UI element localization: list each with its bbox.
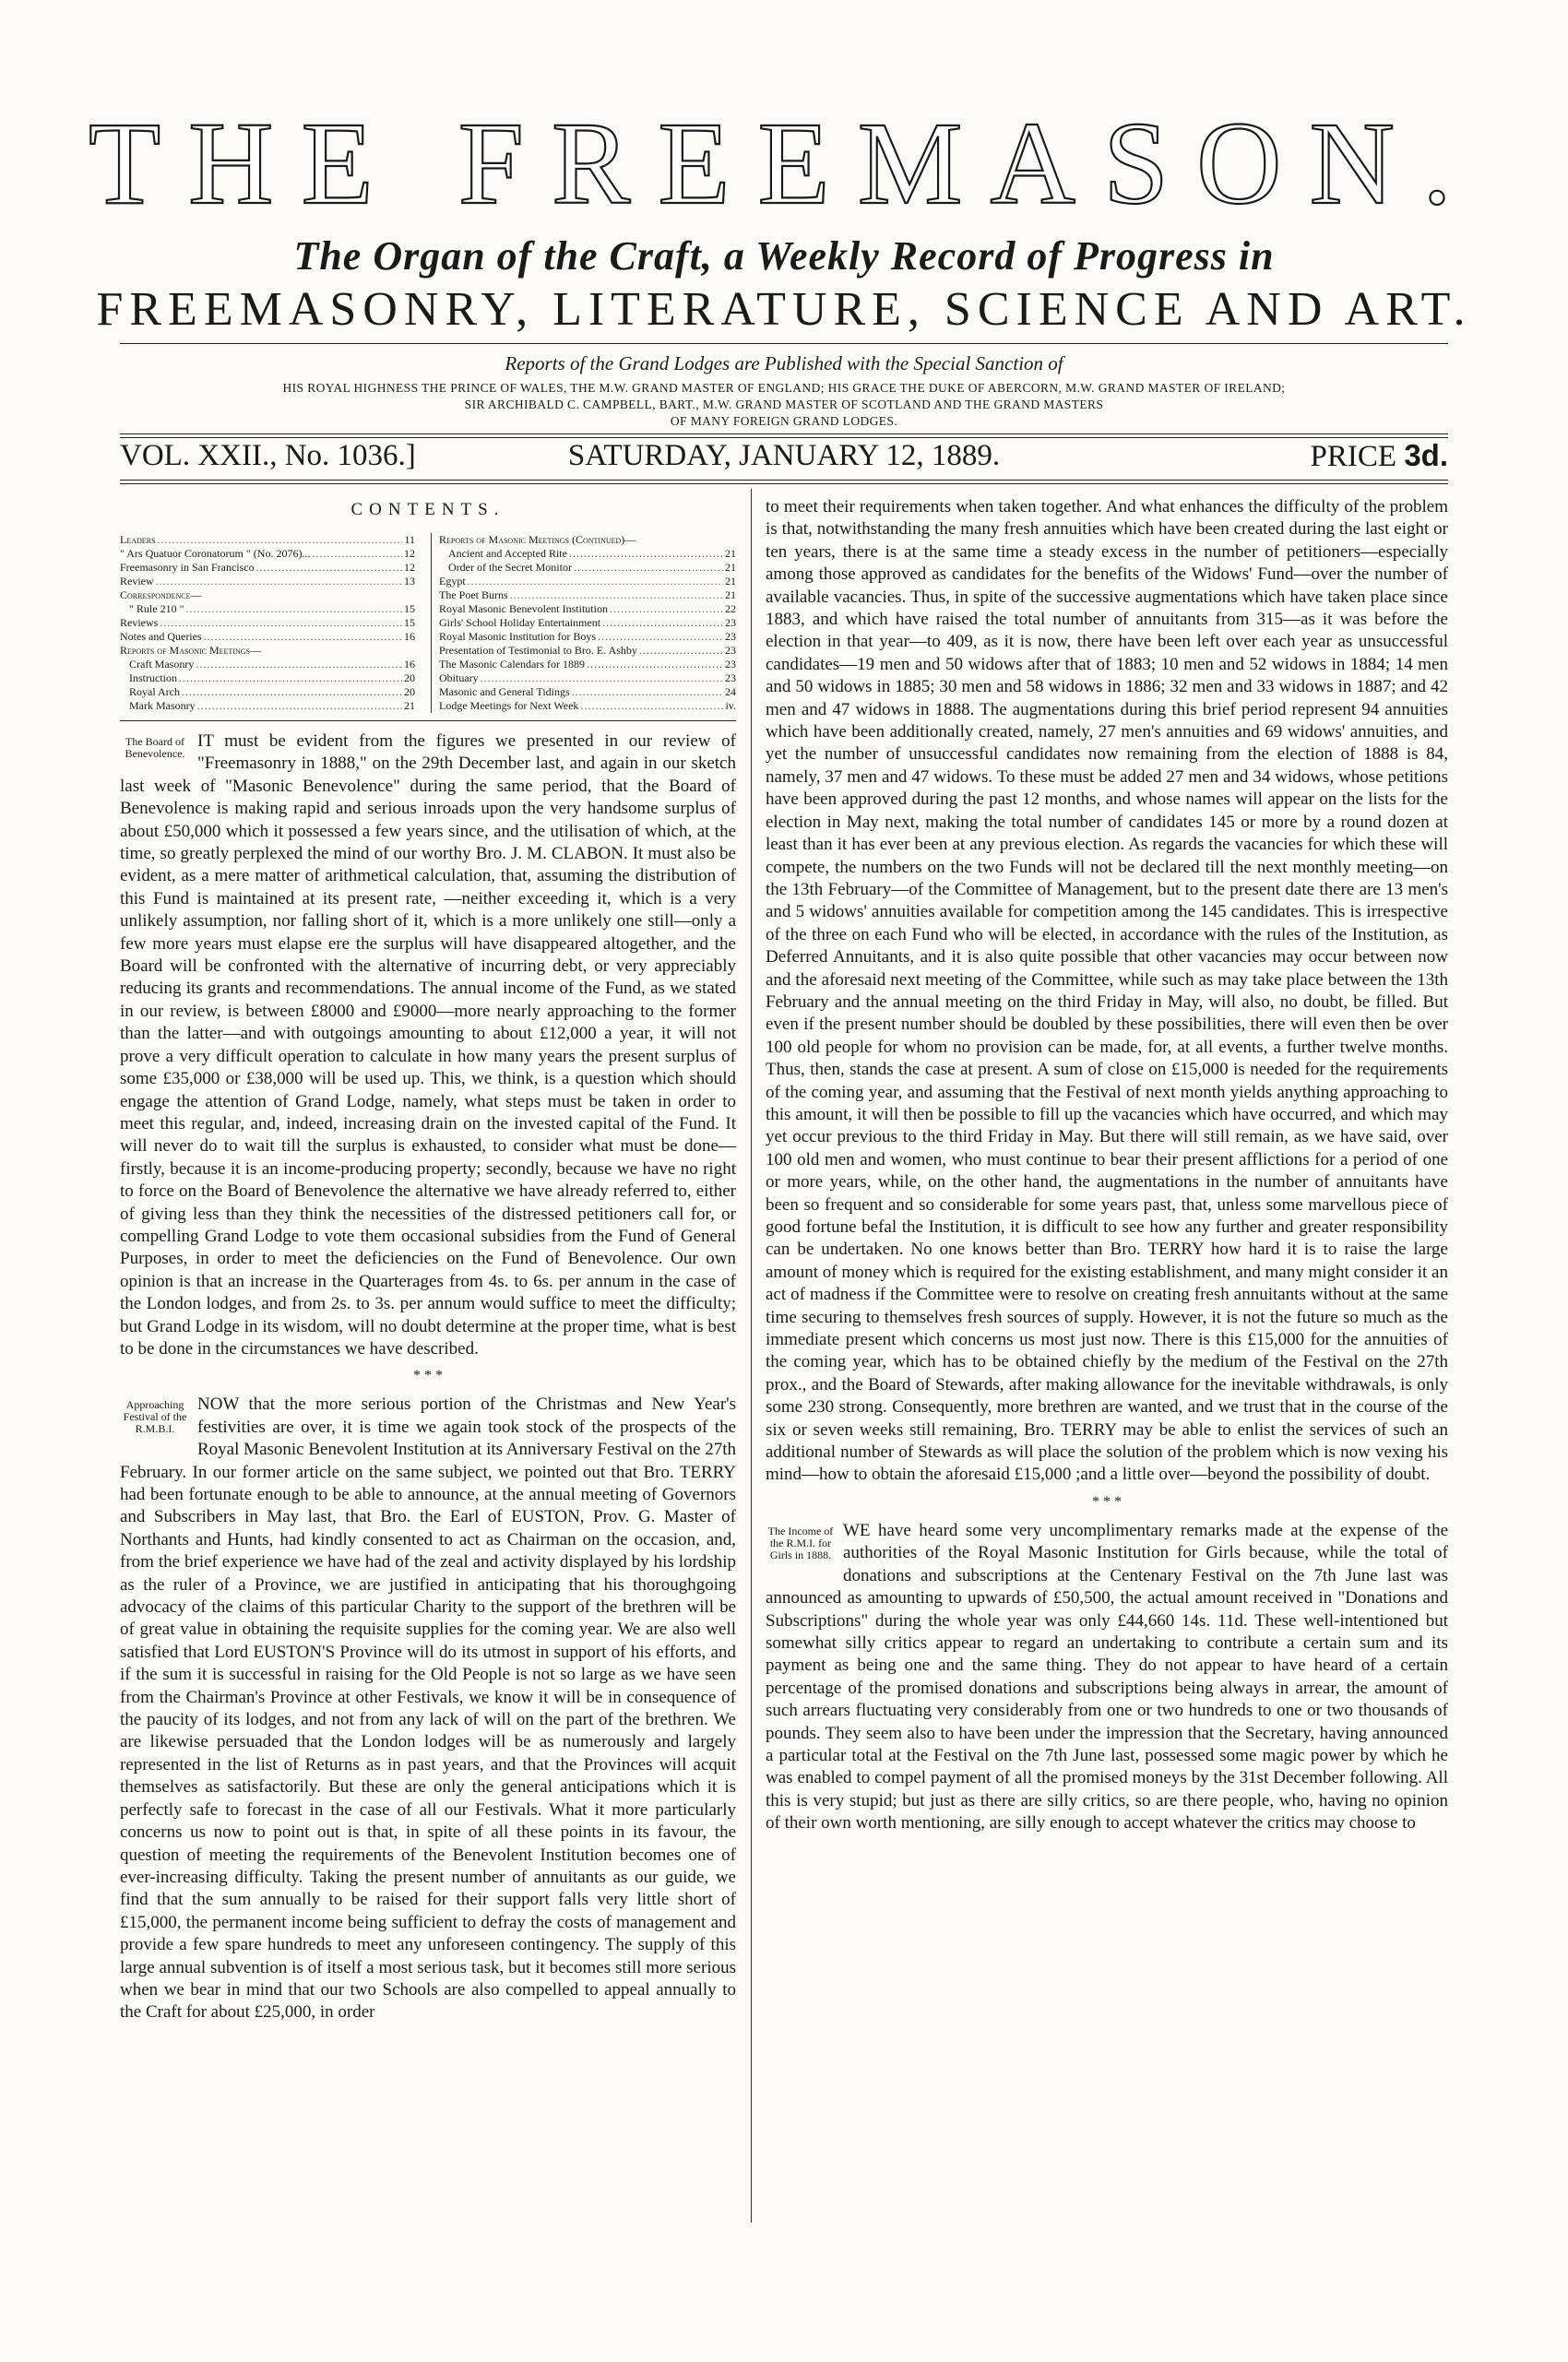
patrons-line-2: SIR ARCHIBALD C. CAMPBELL, BART., M.W. GRAND MASTER OF SCOTLAND AND THE GRAND MASTERS: [464, 398, 1104, 411]
contents-entry-label: " Ars Quatuor Coronatorum " (No. 2076)...: [120, 547, 311, 560]
contents-entry: [120, 588, 415, 602]
contents-entry: [120, 547, 415, 561]
contents-entry: [439, 630, 736, 644]
contents-entry-page: 23: [725, 644, 736, 657]
contents-leader-dots: [587, 658, 723, 671]
contents-table: [120, 533, 736, 713]
contents-entry-page: 20: [404, 671, 415, 684]
contents-entry-page: 15: [404, 602, 415, 615]
contents-entry-label: Obituary: [439, 671, 479, 684]
contents-entry: [120, 644, 415, 658]
contents-entry-label: " Rule 210 ": [129, 602, 184, 615]
contents-entry-page: 16: [404, 630, 415, 643]
contents-entry-label: Masonic and General Tidings: [439, 685, 570, 698]
contents-leader-dots: [179, 671, 402, 685]
contents-leader-dots: [157, 533, 402, 547]
contents-entry-label: Leaders: [120, 533, 156, 546]
contents-entry-label: Presentation of Testimonial to Bro. E. Ashby: [439, 644, 637, 657]
contents-entry: [120, 671, 415, 685]
contents-entry-page: 12: [404, 547, 415, 560]
masthead-subject-line: FREEMASONRY, LITERATURE, SCIENCE AND ART.: [96, 283, 1472, 336]
article-text-rmbi-left: NOW that the more serious portion of the Christmas and New Year's festivities are over, it is time we again took stock of the prospects of the Royal Masonic Benevolent Institution at its Anniversary Festival on the 27th February. In our former article on the same subject, we pointed out that Bro. TERRY had been fortunate enough to be able to announce, at the annual meeting of Governors and Subscribers in May last, that Bro. the Earl of EUSTON, Prov. G. Master of Northants and Hunts, had kindly consented to act as Chairman on the occasion, and, from the brief experience we have had of the zeal and activity displayed by his lordship as the ruler of a Province, we are justified in anticipating that his thoroughgoing advocacy of the claims of this particular Charity to the support of the brethren will be of great value in obtaining the requisite supplies for the coming year. We are also well satisfied that Lord EUSTON'S Province will do its utmost in support of his efforts, and if the sum it is successful in raising for the Old People is not so large as we have seen from the Chairman's Province at other Festivals, we know it will be in consequence of the paucity of its lodges, and not from any lack of will on the part of the brethren. We are likewise persuaded that the London lodges will be as numerously and largely represented in the list of Returns as in past years, and that the Provinces will acquit themselves as satisfactorily. But these are only the general anticipations which it is perfectly safe to forecast in the case of all our Festivals. What it more particularly concerns us now to point out is that, in spite of all these points in its favour, the question of meeting the requirements of the Benevolent Institution becomes one of ever-increasing difficulty. Taking the present number of annuitants as our guide, we find that the sum annually to be raised for their support falls very little short of £15,000, the permanent income being sufficient to defray the costs of management and provide a few spare hundreds to meet any unforeseen contingency. The supply of this large annual subvention is of itself a most serious task, but it becomes still more serious when we bear in mind that our two Schools are also compelled to appeal annually to the Craft for about £25,000, in order: [120, 1395, 736, 2023]
contents-leader-dots: [602, 616, 723, 630]
contents-leader-dots: [569, 547, 723, 561]
contents-leader-dots: [574, 561, 723, 575]
left-column: [120, 493, 736, 2024]
contents-entry: [120, 658, 415, 671]
contents-entry-label: Egypt: [439, 575, 466, 588]
contents-entry-label: Instruction: [129, 671, 177, 684]
article-rmig-income: [766, 1520, 1448, 1835]
contents-entry: [439, 671, 736, 685]
contents-entry-label: Royal Masonic Institution for Boys: [439, 630, 596, 643]
sanction-line: Reports of the Grand Lodges are Published with the Special Sanction of: [505, 352, 1063, 374]
price-value: 3d.: [1404, 438, 1448, 472]
contents-entry: [439, 658, 736, 671]
contents-entry: [439, 533, 736, 547]
contents-leader-dots: [610, 602, 723, 616]
patrons-line-3: OF MANY FOREIGN GRAND LODGES.: [670, 414, 898, 428]
contents-entry: [120, 575, 415, 588]
contents-entry: [439, 699, 736, 713]
asterism-2: * * *: [1092, 1493, 1122, 1510]
contents-entry-page: 23: [725, 616, 736, 629]
contents-entry-label: Craft Masonry: [129, 658, 195, 671]
side-head-rmbi: Approaching Festival of the R.M.B.I.: [123, 1398, 187, 1436]
contents-entry-label: Review: [120, 575, 154, 588]
contents-entry-page: 16: [404, 658, 415, 671]
contents-entry-label: Freemasonry in San Francisco: [120, 561, 255, 574]
contents-entry-page: 21: [725, 561, 736, 574]
contents-leader-dots: [468, 575, 723, 588]
contents-leader-dots: [256, 561, 402, 575]
contents-rule: [120, 720, 736, 721]
contents-leader-dots: [196, 658, 402, 671]
masthead-subtitle: The Organ of the Craft, a Weekly Record of Progress in: [293, 233, 1275, 279]
contents-entry-page: 20: [404, 685, 415, 698]
contents-entry: [439, 616, 736, 630]
contents-leader-dots: [185, 602, 402, 616]
contents-entry-label: The Poet Burns: [439, 588, 508, 601]
column-divider: [751, 489, 752, 2223]
contents-entry-label: Reports of Masonic Meetings—: [120, 644, 261, 657]
price-label: PRICE: [1310, 440, 1397, 473]
article-rmbi-continued: [766, 496, 1448, 1487]
contents-entry-page: 11: [404, 533, 415, 546]
contents-entry: [120, 685, 415, 699]
contents-entry: [439, 547, 736, 561]
contents-entry-label: Lodge Meetings for Next Week: [439, 699, 579, 712]
contents-entry-label: The Masonic Calendars for 1889: [439, 658, 585, 671]
contents-leader-dots: [580, 699, 723, 713]
contents-entry-page: iv.: [725, 699, 736, 712]
contents-entry-label: Order of the Secret Monitor: [448, 561, 572, 574]
patrons-line-1: HIS ROYAL HIGHNESS THE PRINCE OF WALES, THE M.W. GRAND MASTER OF ENGLAND; HIS GRACE THE DUKE OF ABERCORN, M.W. GRAND MASTER OF IRELAND;: [282, 381, 1286, 395]
contents-title: CONTENTS.: [350, 500, 505, 519]
patrons-block: [120, 380, 1448, 430]
right-column: [766, 496, 1448, 1835]
asterism: * * *: [413, 1368, 443, 1384]
issue-date: SATURDAY, JANUARY 12, 1889.: [567, 439, 1001, 472]
contents-entry-label: Girls' School Holiday Entertainment: [439, 616, 601, 629]
contents-entry-label: Reviews: [120, 616, 159, 629]
contents-entry: [120, 699, 415, 713]
contents-entry: [439, 685, 736, 699]
masthead-rule: [120, 343, 1448, 344]
side-head-rmig: The Income of the R.M.I. for Girls in 1888.: [767, 1524, 834, 1561]
contents-entry: [439, 644, 736, 658]
article-board-of-benevolence: [120, 730, 736, 1360]
contents-entry-label: Notes and Queries: [120, 630, 202, 643]
contents-entry-label: Royal Arch: [129, 685, 180, 698]
side-head-benevolence: The Board of Benevolence.: [125, 735, 185, 760]
contents-entry: [120, 561, 415, 575]
contents-entry-page: 21: [725, 547, 736, 560]
contents-leader-dots: [639, 644, 723, 658]
article-text-rmig: WE have heard some very uncomplimentary remarks made at the expense of the authorities of the Royal Masonic Institution for Girls because, while the total of donations and subscriptions at the Centenary Festival on the 7th June last was announced as amounting to upwards of £50,500, the actual amount received in "Donations and Subscriptions" during the whole year was only £44,660 14s. 11d. These well-intentioned but somewhat silly critics appear to regard an undertaking to contribute a certain sum and its payment as being one and the same thing. They do not appear to have heard of a certain percentage of the promised donations and subscriptions being always in arrear, the amount of such arrears fluctuating very considerably from one or two hundreds to one or two thousands of pounds. They seem also to have been under the impression that the Secretary, having announced a particular total at the Festival on the 7th June last, possessed some magic power by which he was enabled to compel payment of all the promised moneys by the 31st December following. All this is very stupid; but just as there are silly critics, so are there people, who, having no opinion of their own worth mentioning, are silly enough to accept whatever the critics may choose to: [766, 1520, 1448, 1834]
contents-entry: [439, 575, 736, 588]
contents-leader-dots: [182, 685, 402, 699]
contents-leader-dots: [160, 616, 402, 630]
contents-entry-label: Correspondence—: [120, 588, 202, 601]
contents-entry-label: Mark Masonry: [129, 699, 196, 712]
contents-entry-page: 21: [725, 588, 736, 601]
contents-entry-page: 12: [404, 561, 415, 574]
masthead-title: THE FREEMASON.: [88, 98, 1480, 229]
issue-price: [1311, 437, 1448, 475]
article-rmbi-festival: [120, 1394, 736, 2024]
article-text-rmbi-right: to meet their requirements when taken together. And what enhances the difficulty of the problem is that, notwithstanding the many fresh annuities which have been created during the last eight or ten years, there is at the same time a steady excess in the number of petitioners—especially among those approved as candidates for the benefits of the Widows' Fund—over the number of available vacancies. Thus, in spite of the successive augmentations which have taken place since 1883, and which have raised the total number of annuitants from 315—as it was before the election in that year—to 409, as it is now, there have been left over each year as unsuccessful candidates—19 men and 50 widows after that of 1883; 10 men and 52 widows in 1884; 14 men and 50 widows in 1885; 30 men and 58 widows in 1886; 32 men and 33 widows in 1887; and 42 men and 47 widows in 1888. The augmentations during this brief period represent 94 annuities which have been additionally created, namely, 27 men's annuities and 69 widows' annuities, and yet the number of unsuccessful candidates now remaining from the election of 1888 is 84, namely, 37 men and 47 widows. To these must be added 27 men and 34 widows, whose petitions have been approved during the past 12 months, and whose names will appear on the lists for the election in May next, making the total number of candidates 145 or more by a round dozen at least than it has ever been at any previous election. As regards the vacancies for which these will compete, the numbers on the two Funds will not be declared till the next monthly meeting—on the 13th February—of the Committee of Management, but to the present date there are 13 men's and 5 widows' annuities available for competition among the 145 candidates. This is irrespective of the three on each Fund who will be elected, in accordance with the rules of the Institution, as Deferred Annuitants, and it is also quite possible that other vacancies may occur between now and the aforesaid next meeting of the Committee, while such as may take place between the 13th February and the annual meeting on the third Friday in May, will also, no doubt, be filled. But even if the present number should be doubled by these possibilities, there will even then be over 100 old people for whom no provision can be made, for, at all events, a further twelve months. Thus, then, stands the case at present. A sum of close on £15,000 is needed for the requirements of the coming year, and assuming that the Festival of next month yields anything approaching to this amount, it will then be possible to fill up the vacancies which have occurred, and which may yet occur previous to the third Friday in May. But there will still remain, as we have said, over 100 old men and women, who must continue to bear their present afflictions for a period of one or more years, while, on the other hand, the augmentations in the number of annuitants have been so frequent and so considerable for some years past, that, unless some marvellous piece of good fortune befal the Institution, it is difficult to see how any further and greater responsibility can be undertaken. No one knows better than Bro. TERRY how hard it is to raise the large amount of money which is required for the existing establishment, and many might consider it an act of madness if the Committee were to resolve on creating fresh annuitants without at the same time securing to themselves fresh sources of supply. However, it is not the future so much as the immediate present which concerns us most just now. There is this £15,000 for the annuities of the coming year, which has to be obtained chiefly by the medium of the Festival on the 27th prox., and the Board of Stewards, after making allowance for the inevitable withdrawals, is only some 230 strong. Consequently, more brethren are wanted, and we trust that in the course of the six or seven weeks still remaining, Bro. TERRY may be able to enlist the services of such an additional number of Stewards as will place the solution of the problem which is now vexing his mind—how to obtain the aforesaid £15,000 ;and a little over—beyond the possibility of doubt.: [766, 497, 1448, 1485]
contents-entry-page: 23: [725, 671, 736, 684]
contents-leader-dots: [510, 588, 723, 602]
contents-leader-dots: [598, 630, 723, 644]
contents-leader-dots: [481, 671, 723, 685]
contents-entry-page: 24: [725, 685, 736, 698]
contents-entry-label: Reports of Masonic Meetings (Continued)—: [439, 533, 636, 546]
contents-entry-page: 13: [404, 575, 415, 588]
contents-entry: [120, 602, 415, 616]
contents-entry: [439, 561, 736, 575]
contents-entry-page: 21: [725, 575, 736, 588]
contents-entry-page: 15: [404, 616, 415, 629]
contents-leader-dots: [204, 630, 402, 644]
contents-leader-dots: [312, 547, 402, 561]
issue-volume: VOL. XXII., No. 1036.]: [120, 439, 416, 472]
contents-entry: [120, 616, 415, 630]
contents-entry-page: 22: [725, 602, 736, 615]
contents-entry: [120, 533, 415, 547]
issue-rule-bottom: [120, 480, 1448, 484]
contents-entry-page: 21: [404, 699, 415, 712]
contents-entry-page: 23: [725, 658, 736, 671]
contents-leader-dots: [156, 575, 402, 588]
contents-entry: [120, 630, 415, 644]
contents-entry: [439, 588, 736, 602]
contents-entry-label: Ancient and Accepted Rite: [448, 547, 567, 560]
contents-entry-page: 23: [725, 630, 736, 643]
contents-left-column: [120, 533, 415, 713]
contents-entry: [439, 602, 736, 616]
contents-leader-dots: [197, 699, 402, 713]
contents-right-column: [431, 533, 736, 713]
article-text-benevolence: IT must be evident from the figures we presented in our review of "Freemasonry in 1888," on the 29th December last, and again in our sketch last week of "Masonic Benevolence" during the same period, that the Board of Benevolence is making rapid and serious inroads upon the very handsome surplus of about £50,000 which it possessed a few years since, and the utilisation of which, at the time, so greatly perplexed the mind of our worthy Bro. J. M. CLABON. It must also be evident, as a mere matter of arithmetical calculation, that, assuming the distribution of this Fund is maintained at its present rate, —neither exceeding it, which is a very unlikely assumption, nor falling short of it, which is a more unlikely one still—only a few more years must elapse ere the surplus will have disappeared altogether, and the Board will be confronted with the alternative of incurring debt, or very appreciably reducing its grants and recommendations. The annual income of the Fund, as we stated in our review, is between £8000 and £9000—more nearly approaching to the former than the latter—and with outgoings amounting to about £12,000 a year, it will not prove a very difficult operation to calculate in how many years the present surplus of some £35,000 or £38,000 will be used up. This, we think, is a question which should engage the attention of Grand Lodge, namely, what steps must be taken in order to meet this regular, and, indeed, increasing drain on the invested capital of the Fund. It will never do to wait till the surplus is exhausted, to consider what must be done—firstly, because it is an income-producing property; secondly, because we have no right to force on the Board of Benevolence the alternative we have already referred to, either of giving less than they think the necessities of the distressed petitioners call for, or compelling Grand Lodge to vote them occasional subsidies from the Fund of General Purposes, in order to meet the deficiencies on the Fund of Benevolence. Our own opinion is that an increase in the Quarterages from 4s. to 6s. per annum in the case of the London lodges, and from 2s. to 3s. per annum would suffice to meet the difficulty; but Grand Lodge in its wisdom, will no doubt determine at the proper time, what is best to be done in the circumstances we have described.: [120, 731, 736, 1359]
contents-leader-dots: [572, 685, 723, 699]
contents-entry-label: Royal Masonic Benevolent Institution: [439, 602, 608, 615]
